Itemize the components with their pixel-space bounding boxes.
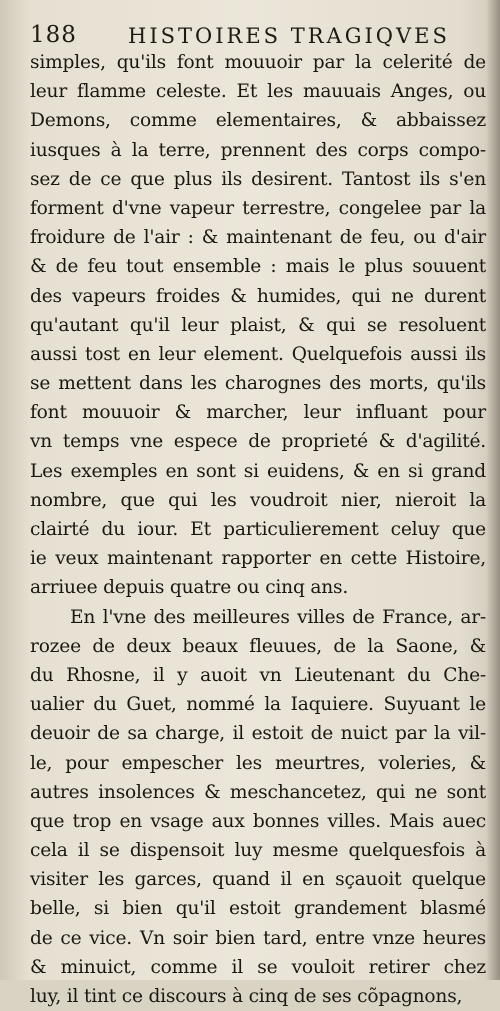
- text-line: rozee de deux beaux fleuues, de la Saone, &: [30, 635, 486, 657]
- text-line: ie veux maintenant rapporter en cette Histoire,: [30, 548, 486, 570]
- text-line: nombre, que qui les voudroit nier, nieroit la: [30, 489, 486, 511]
- page-number: 188: [30, 22, 77, 48]
- text-line: sez de ce que plus ils desirent. Tantost ils s'en: [30, 168, 486, 190]
- body-text: [30, 48, 486, 1011]
- text-line: du Rhosne, il y auoit vn Lieutenant du Che-: [30, 664, 486, 686]
- text-line: En l'vne des meilleures villes de France, ar-: [70, 606, 486, 628]
- text-line: leur flamme celeste. Et les mauuais Anges, ou: [30, 81, 486, 103]
- text-line: clairté du iour. Et particulierement celuy que: [30, 519, 486, 540]
- paragraph: [30, 48, 486, 603]
- text-line: Demons, comme elementaires, & abbaissez: [30, 110, 486, 132]
- text-line: luy, il tint ce discours à cinq de ses cõpagnons,: [30, 986, 463, 1007]
- text-line: aussi tost en leur element. Quelquefois aussi ils: [30, 343, 486, 365]
- text-line: & de feu tout ensemble : mais le plus souuent: [30, 256, 486, 278]
- text-line: ualier du Guet, nommé la Iaquiere. Suyuant le: [30, 694, 486, 716]
- text-line: cela il se dispensoit luy mesme quelquesfois à: [30, 840, 486, 862]
- paragraph: [30, 603, 486, 1011]
- text-line: belle, si bien qu'il estoit grandement blasmé: [30, 898, 486, 920]
- text-line: Les exemples en sont si euidens, & en si grand: [30, 460, 486, 482]
- text-line: autres insolences & meschancetez, qui ne sont: [30, 781, 486, 803]
- text-line: font mouuoir & marcher, leur influant pour: [30, 402, 486, 424]
- text-line: forment d'vne vapeur terrestre, congelee par la: [30, 197, 486, 219]
- text-line: iusques à la terre, prennent des corps compo-: [30, 139, 486, 161]
- text-line: visiter les garces, quand il en sçauoit quelque: [30, 869, 486, 891]
- text-line: se mettent dans les charognes des morts, qu'ils: [30, 373, 486, 395]
- text-line: des vapeurs froides & humides, qui ne durent: [30, 285, 486, 307]
- text-line: deuoir de sa charge, il estoit de nuict par la vil-: [30, 723, 486, 745]
- text-line: & minuict, comme il se vouloit retirer chez: [30, 956, 486, 978]
- running-head: HISTOIRES TRAGIQVES: [128, 24, 450, 48]
- page-header: [30, 18, 470, 52]
- text-line: simples, qu'ils font mouuoir par la celerité de: [30, 52, 486, 73]
- text-line: arriuee depuis quatre ou cinq ans.: [30, 577, 349, 599]
- text-line: froidure de l'air : & maintenant de feu, ou d'air: [30, 227, 486, 249]
- text-line: que trop en vsage aux bonnes villes. Mais auec: [30, 810, 486, 832]
- text-line: le, pour empescher les meurtres, voleries, &: [30, 752, 486, 774]
- text-line: de ce vice. Vn soir bien tard, entre vnze heures: [30, 927, 486, 949]
- text-line: qu'autant qu'il leur plaist, & qui se resoluent: [30, 314, 486, 336]
- text-line: vn temps vne espece de proprieté & d'agilité.: [30, 431, 486, 453]
